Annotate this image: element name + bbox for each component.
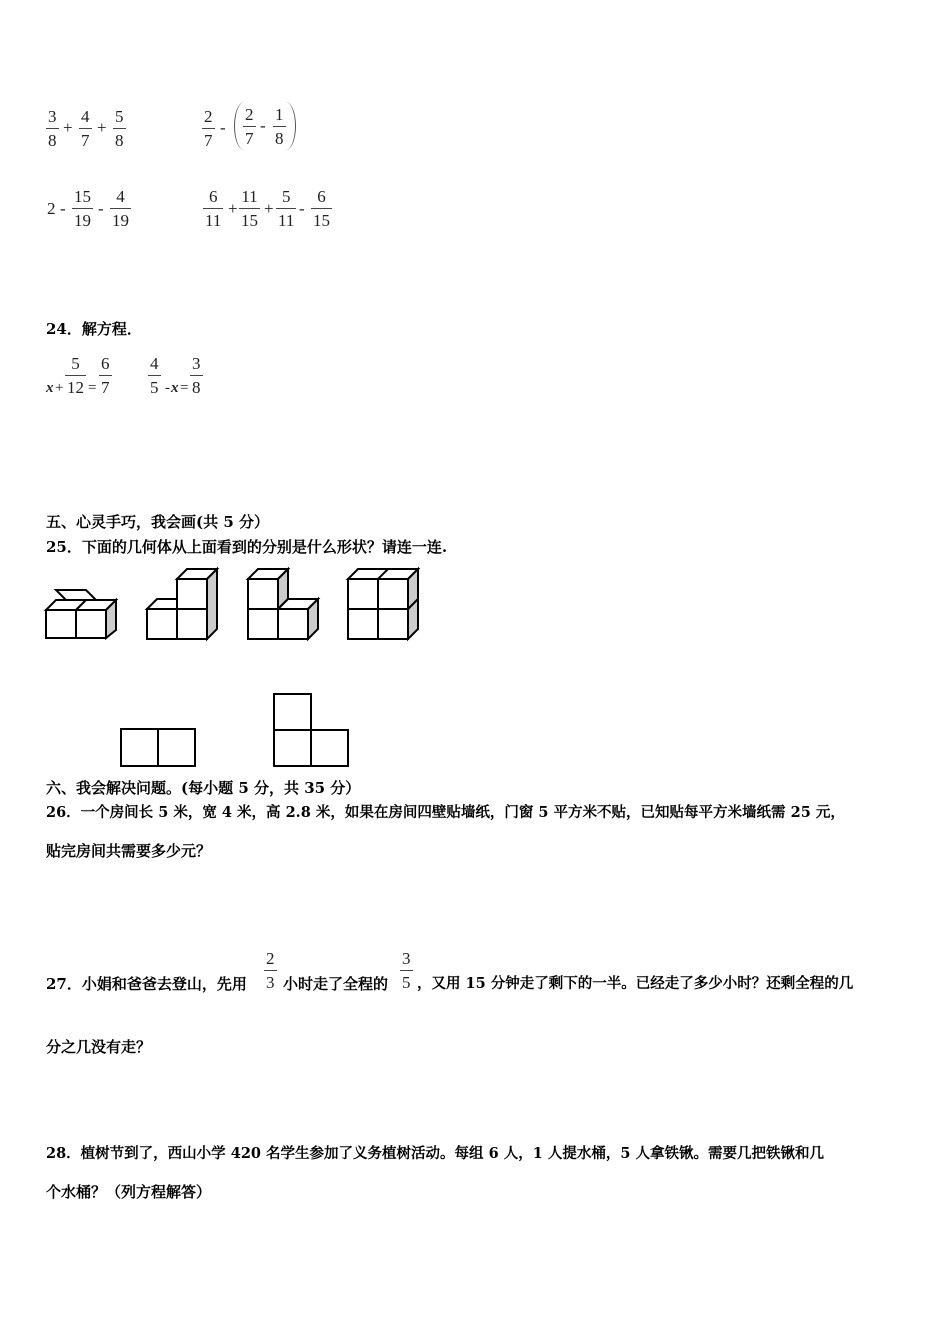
- top-view-two-squares: [120, 728, 198, 768]
- minus-sign: -: [60, 199, 66, 218]
- q25-text: 25．下面的几何体从上面看到的分别是什么形状？请连一连.: [46, 538, 448, 556]
- q27-text-line2: 分之几没有走？: [46, 1038, 152, 1056]
- q27-text-part1: 27．小娟和爸爸去登山，先用: [46, 975, 247, 993]
- section6-heading: 六、我会解决问题。(每小题 5 分，共 35 分）: [46, 779, 361, 797]
- fraction: 4 5: [150, 354, 159, 397]
- q27-text-part2: 小时走了全程的: [283, 975, 389, 993]
- q27-text-part3: ，又用 15 分钟走了剩下的一半。已经走了多少小时？还剩全程的几: [417, 975, 854, 992]
- fraction: 3 8: [48, 107, 57, 150]
- equals-sign: =: [180, 380, 189, 396]
- fraction: 6 7: [101, 354, 110, 397]
- q27-fraction-1: 2 3: [266, 949, 275, 992]
- q28-text-line2: 个水桶？（列方程解答）: [46, 1183, 212, 1201]
- minus-sign: -: [220, 118, 226, 137]
- q26-text-line2: 贴完房间共需要多少元？: [46, 842, 212, 860]
- plus-sign: +: [55, 380, 64, 396]
- q27-fraction-2: 3 5: [402, 949, 411, 992]
- fraction: 2 7: [204, 107, 213, 150]
- fraction: 15 19: [74, 187, 91, 230]
- fraction: 2 7: [245, 105, 254, 148]
- q24-title: 24．解方程．: [46, 320, 142, 338]
- equals-sign: =: [88, 380, 97, 396]
- fraction: 6 11: [205, 187, 222, 230]
- minus-sign: -: [165, 380, 170, 396]
- fraction: 6 15: [313, 187, 330, 230]
- plus-sign: +: [264, 199, 274, 218]
- fraction: 5 12: [67, 354, 84, 397]
- top-view-l-shape: [273, 693, 351, 768]
- solid-figure-2: [145, 567, 220, 641]
- fraction: 11 15: [241, 187, 258, 230]
- solid-figure-1: [44, 588, 119, 640]
- plus-sign: +: [63, 118, 73, 137]
- solid-figure-3: [246, 567, 321, 641]
- plus-sign: +: [228, 199, 238, 218]
- q28-text-line1: 28．植树节到了，西山小学 420 名学生参加了义务植树活动。每组 6 人，1 人提水桶，5 人拿铁锹。需要几把铁锹和几: [46, 1145, 824, 1162]
- minus-sign: -: [299, 199, 305, 218]
- fraction: 3 8: [192, 354, 201, 397]
- variable-x: x: [171, 380, 179, 396]
- section5-heading: 五、心灵手巧，我会画(共 5 分）: [46, 513, 269, 531]
- fraction: 4 19: [112, 187, 129, 230]
- q26-text-line1: 26．一个房间长 5 米，宽 4 米，高 2.8 米，如果在房间四壁贴墙纸，门窗 5 平方米不贴，已知贴每平方米墙纸需 25 元，: [46, 804, 845, 821]
- variable-x: x: [46, 380, 54, 396]
- fraction: 4 7: [81, 107, 90, 150]
- minus-sign: -: [98, 199, 104, 218]
- whole-number: 2: [47, 199, 56, 218]
- fraction: 1 8: [275, 105, 284, 148]
- fraction: 5 11: [278, 187, 295, 230]
- solid-figure-4: [346, 567, 421, 641]
- fraction: 5 8: [115, 107, 124, 150]
- minus-sign: -: [260, 116, 266, 135]
- plus-sign: +: [97, 118, 107, 137]
